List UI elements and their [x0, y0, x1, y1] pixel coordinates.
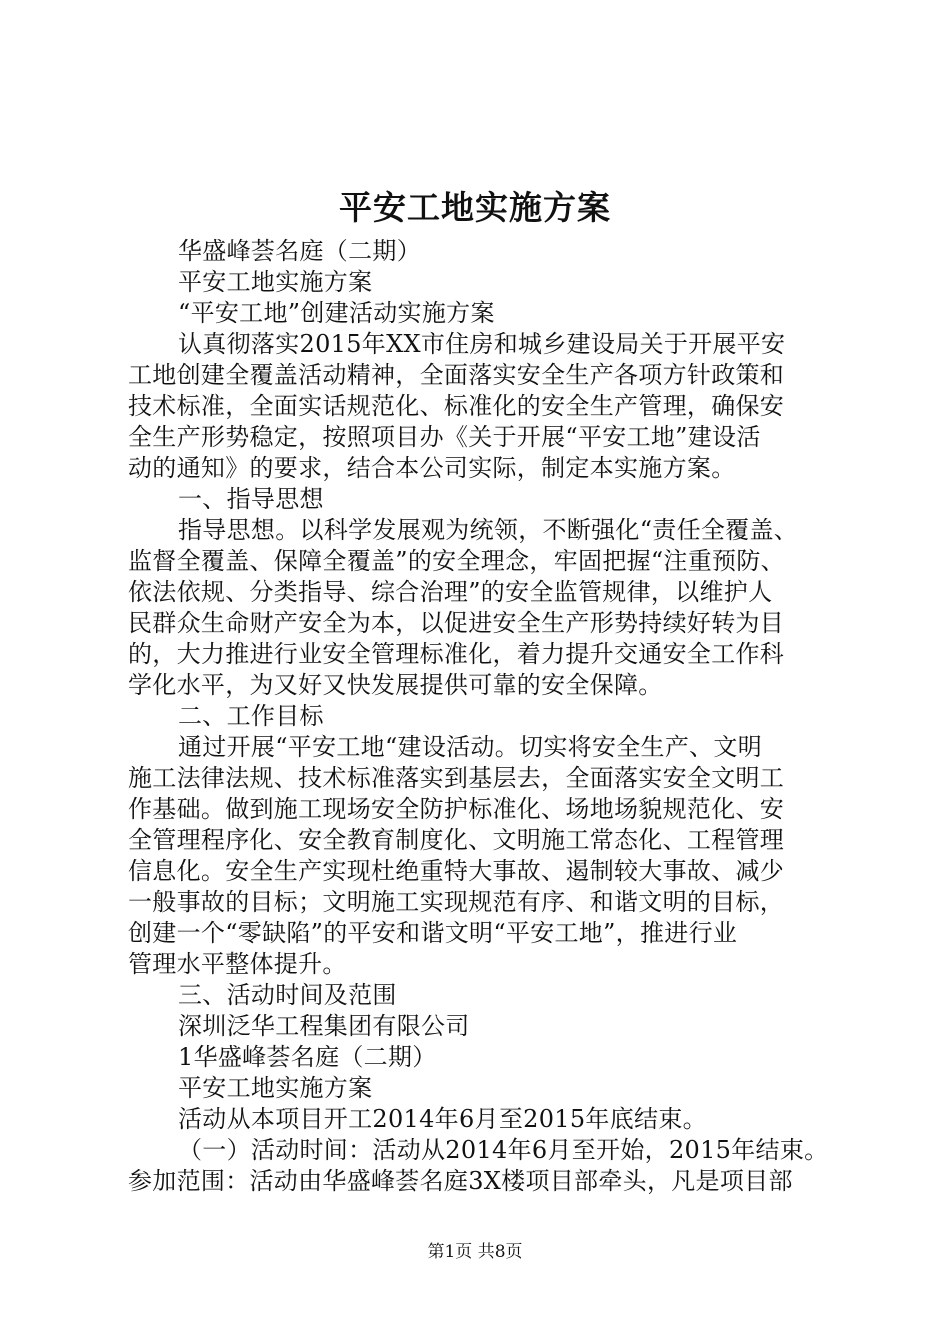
body-line: 施工法律法规、技术标准落实到基层去，全面落实安全文明工 [128, 764, 785, 792]
body-line: 工地创建全覆盖活动精神，全面落实安全生产各项方针政策和 [128, 361, 785, 389]
body-line: 信息化。安全生产实现杜绝重特大事故、遏制较大事故、减少 [128, 857, 785, 885]
body-line: 依法依规、分类指导、综合治理”的安全监管规律，以维护人 [128, 578, 773, 606]
section-heading: 三、活动时间及范围 [178, 981, 397, 1009]
body-line: 全生产形势稳定，按照项目办《关于开展“平安工地”建设活 [128, 423, 761, 451]
body-line: （一）活动时间：活动从2014年6月至开始，2015年结束。 [178, 1136, 829, 1164]
page-number-footer: 第1页 共8页 [427, 1242, 523, 1262]
body-line: 作基础。做到施工现场安全防护标准化、场地场貌规范化、安 [128, 795, 785, 823]
body-line: “平安工地”创建活动实施方案 [178, 299, 495, 327]
body-line: 监督全覆盖、保障全覆盖”的安全理念，牢固把握“注重预防、 [128, 547, 785, 575]
section-heading: 一、指导思想 [178, 485, 324, 513]
body-line: 一般事故的目标；文明施工实现规范有序、和谐文明的目标， [128, 888, 785, 916]
body-line: 动的通知》的要求，结合本公司实际，制定本实施方案。 [128, 454, 736, 482]
body-line: 学化水平，为又好又快发展提供可靠的安全保障。 [128, 671, 663, 699]
body-line: 平安工地实施方案 [178, 1074, 373, 1102]
body-line: 活动从本项目开工2014年6月至2015年底结束。 [178, 1105, 707, 1133]
section-heading: 二、工作目标 [178, 702, 324, 730]
body-line: 民群众生命财产安全为本，以促进安全生产形势持续好转为目 [128, 609, 785, 637]
body-line: 参加范围：活动由华盛峰荟名庭3X楼项目部牵头，凡是项目部 [128, 1167, 793, 1195]
body-line: 技术标准，全面实话规范化、标准化的安全生产管理，确保安 [128, 392, 785, 420]
body-line: 认真彻落实2015年XX市住房和城乡建设局关于开展平安 [178, 330, 786, 358]
body-line: 1华盛峰荟名庭（二期） [178, 1043, 437, 1071]
body-line: 的，大力推进行业安全管理标准化，着力提升交通安全工作科 [128, 640, 785, 668]
document-body [128, 236, 830, 1197]
body-line: 创建一个“零缺陷”的平安和谐文明“平安工地”，推进行业 [128, 919, 738, 947]
document-title: 平安工地实施方案 [339, 188, 611, 227]
body-line: 华盛峰荟名庭（二期） [178, 237, 421, 265]
body-line: 全管理程序化、安全教育制度化、文明施工常态化、工程管理 [128, 826, 785, 854]
body-line: 通过开展“平安工地“建设活动。切实将安全生产、文明 [178, 733, 763, 761]
body-line: 平安工地实施方案 [178, 268, 373, 296]
body-line: 指导思想。以科学发展观为统领，不断强化“责任全覆盖、 [178, 516, 799, 544]
body-line: 管理水平整体提升。 [128, 950, 347, 978]
body-line: 深圳泛华工程集团有限公司 [178, 1012, 470, 1040]
